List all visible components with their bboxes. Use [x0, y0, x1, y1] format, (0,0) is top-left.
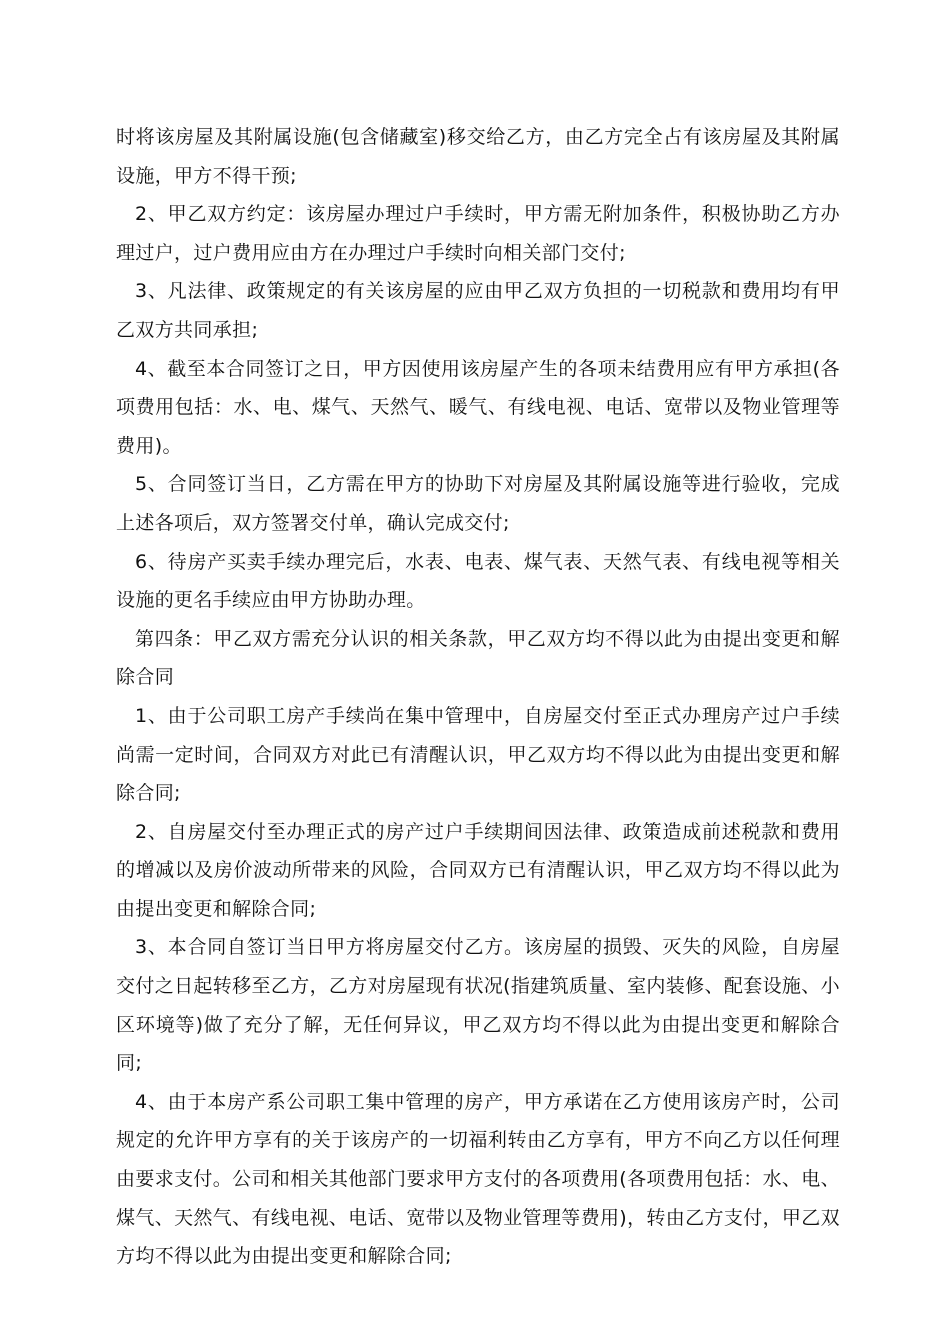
article-four-item-4: 4、由于本房产系公司职工集中管理的房产，甲方承诺在乙方使用该房产时，公司规定的允许甲方享有的关于该房产的一切福利转由乙方享有，甲方不向乙方以任何理由要求支付。公司和相关其他部门要求甲方支付的各项费用(各项费用包括：水、电、煤气、天然气、有线电视、电话、宽带以及物业管理等费用)，转由乙方支付，甲乙双方均不得以此为由提出变更和解除合同; [116, 1090, 840, 1268]
article-four-item-2: 2、自房屋交付至办理正式的房产过户手续期间因法律、政策造成前述税款和费用的增减以及房价波动所带来的风险，合同双方已有清醒认识，甲乙双方均不得以此为由提出变更和解除合同; [116, 820, 840, 920]
document-body [116, 118, 840, 1276]
clause-item-6: 6、待房产买卖手续办理完后，水表、电表、煤气表、天然气表、有线电视等相关设施的更名手续应由甲方协助办理。 [116, 550, 840, 612]
clause-item-5: 5、合同签订当日，乙方需在甲方的协助下对房屋及其附属设施等进行验收，完成上述各项后，双方签署交付单，确认完成交付; [116, 473, 840, 534]
paragraph-continuation: 时将该房屋及其附属设施(包含储藏室)移交给乙方，由乙方完全占有该房屋及其附属设施，甲方不得干预; [116, 126, 840, 187]
clause-item-2: 2、甲乙双方约定：该房屋办理过户手续时，甲方需无附加条件，积极协助乙方办理过户，过户费用应由方在办理过户手续时向相关部门交付; [116, 203, 840, 264]
article-four-item-1: 1、由于公司职工房产手续尚在集中管理中，自房屋交付至正式办理房产过户手续尚需一定时间，合同双方对此已有清醒认识，甲乙双方均不得以此为由提出变更和解除合同; [116, 704, 840, 805]
clause-item-4: 4、截至本合同签订之日，甲方因使用该房屋产生的各项未结费用应有甲方承担(各项费用包括：水、电、煤气、天然气、暖气、有线电视、电话、宽带以及物业管理等费用)。 [116, 357, 840, 457]
article-four-item-3: 3、本合同自签订当日甲方将房屋交付乙方。该房屋的损毁、灭失的风险，自房屋交付之日起转移至乙方，乙方对房屋现有状况(指建筑质量、室内装修、配套设施、小区环境等)做了充分了解，无任何异议，甲乙双方均不得以此为由提出变更和解除合同; [116, 936, 840, 1075]
clause-item-3: 3、凡法律、政策规定的有关该房屋的应由甲乙双方负担的一切税款和费用均有甲乙双方共同承担; [116, 280, 840, 341]
article-four-heading: 第四条：甲乙双方需充分认识的相关条款，甲乙双方均不得以此为由提出变更和解除合同 [116, 627, 840, 689]
